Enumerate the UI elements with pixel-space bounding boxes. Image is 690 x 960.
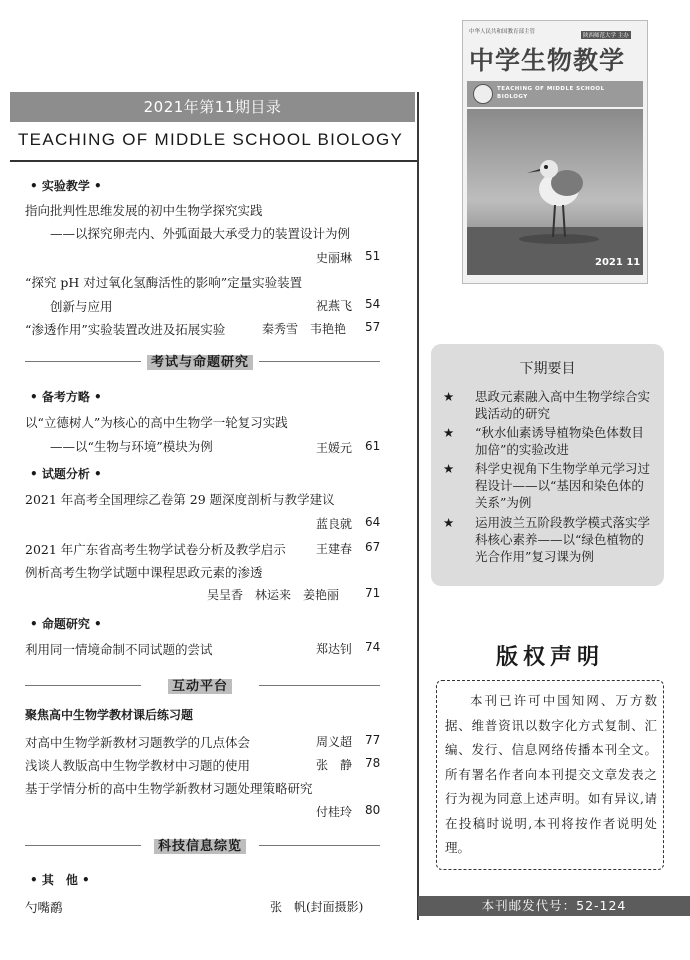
article-page: 54 <box>365 297 381 311</box>
section-heading: • 实验教学 • <box>30 179 102 193</box>
star-icon: ★ <box>443 515 455 530</box>
article-title[interactable]: 以“立德树人”为核心的高中生物学一轮复习实践 <box>25 415 288 430</box>
copyright-title: 版权声明 <box>495 645 604 670</box>
star-icon: ★ <box>443 425 455 440</box>
article-author: 祝燕飞 <box>316 299 353 313</box>
section-banner <box>25 838 380 852</box>
toc-subtitle: TEACHING OF MIDDLE SCHOOL BIOLOGY <box>18 130 404 149</box>
section-banner <box>25 678 380 692</box>
article-title[interactable]: 浅谈人教版高中生物学教材中习题的使用 <box>25 758 251 773</box>
postal-code-bar: 本刊邮发代号：52-124 <box>418 896 690 916</box>
article-author: 付桂玲 <box>316 805 353 819</box>
article-page: 67 <box>365 540 381 554</box>
cover-title: 中学生物教学 <box>469 46 626 75</box>
article-author: 史丽琳 <box>316 251 353 265</box>
article-page: 80 <box>365 803 381 817</box>
article-title[interactable]: 利用同一情境命制不同试题的尝试 <box>25 642 213 657</box>
article-author: 秦秀雪 韦艳艳 <box>262 322 347 336</box>
article-title[interactable]: 例析高考生物学试题中课程思政元素的渗透 <box>25 565 263 580</box>
article-page: 61 <box>365 439 381 453</box>
article-title[interactable]: 指向批判性思维发展的初中生物学探究实践 <box>25 203 263 218</box>
article-page: 78 <box>365 756 381 770</box>
banner-label: 互动平台 <box>168 679 232 694</box>
emblem-icon <box>473 84 493 104</box>
cover-issue: 2021 11 <box>595 257 641 268</box>
article-title[interactable]: “渗透作用”实验装置改进及拓展实验 <box>25 322 226 337</box>
section-heading: • 备考方略 • <box>30 390 102 404</box>
article-title[interactable]: 勺嘴鹬 <box>25 900 63 915</box>
article-page: 77 <box>365 733 381 747</box>
cover-english: TEACHING OF MIDDLE SCHOOL BIOLOGY <box>497 86 605 100</box>
article-subtitle: ——以探究卵壳内、外弧面最大承受力的装置设计为例 <box>50 226 351 241</box>
shorebird-photo <box>467 109 643 275</box>
article-page: 57 <box>365 320 381 334</box>
article-author: 张 帆(封面摄影) <box>270 900 364 914</box>
article-subtitle: 创新与应用 <box>50 299 113 314</box>
article-page: 74 <box>365 640 381 654</box>
banner-label: 科技信息综览 <box>154 839 246 854</box>
banner-label: 考试与命题研究 <box>147 355 253 370</box>
section-heading: • 试题分析 • <box>30 467 102 481</box>
divider <box>10 160 418 162</box>
column-divider <box>417 92 419 920</box>
group-title: 聚焦高中生物学教材课后练习题 <box>25 708 194 722</box>
article-author: 王建春 <box>316 542 353 556</box>
article-page: 64 <box>365 515 381 529</box>
article-author: 张 静 <box>316 758 353 772</box>
star-icon: ★ <box>443 461 455 476</box>
next-issue-title: 下期要目 <box>519 361 576 377</box>
cover-publisher: 中华人民共和国教育部主管 <box>469 29 536 35</box>
magazine-cover <box>462 20 648 284</box>
article-page: 51 <box>365 249 381 263</box>
section-banner <box>25 354 380 368</box>
article-title[interactable]: 对高中生物学新教材习题教学的几点体会 <box>25 735 251 750</box>
article-title[interactable]: “探究 pH 对过氧化氢酶活性的影响”定量实验装置 <box>25 275 303 290</box>
section-heading: • 其 他 • <box>30 873 90 887</box>
toc-header: 2021年第11期目录 <box>10 92 415 122</box>
article-title[interactable]: 2021 年广东省高考生物学试卷分析及教学启示 <box>25 542 286 557</box>
next-issue-panel: 下期要目 ★ 思政元素融入高中生物学综合实践活动的研究 ★ “秋水仙素诱导植物染色体数目加倍”的实验改进 ★ 科学史视角下生物学单元学习过程设计——以“基因和染色体的关系”为例 ★ 运用波兰五阶段教学模式落实学科核心素养——以“绿色植物的光合作用”复习课为例 <box>431 344 664 586</box>
cover-sponsor: 陕西师范大学 主办 <box>583 33 629 39</box>
copyright-box <box>436 680 664 870</box>
star-icon: ★ <box>443 389 455 404</box>
article-author: 郑达钊 <box>316 642 353 656</box>
article-author: 吴呈香 林运来 姜艳丽 <box>207 588 340 602</box>
article-author: 王媛元 <box>316 441 353 455</box>
article-author: 蓝良就 <box>316 517 353 531</box>
article-page: 71 <box>365 586 381 600</box>
article-author: 周义超 <box>316 735 353 749</box>
cover-band <box>467 81 643 107</box>
article-title[interactable]: 基于学情分析的高中生物学新教材习题处理策略研究 <box>25 781 313 796</box>
section-heading: • 命题研究 • <box>30 617 102 631</box>
article-title[interactable]: 2021 年高考全国理综乙卷第 29 题深度剖析与教学建议 <box>25 492 335 507</box>
article-subtitle: ——以“生物与环境”模块为例 <box>50 439 213 454</box>
copyright-text: 本刊已许可中国知网、万方数据、维普资讯以数字化方式复制、汇编、发行、信息网络传播本刊全文。所有署名作者向本刊提交文章发表之行为视为同意上述声明。如有异议,请在投稿时说明,本刊将按作者说明处理。 <box>445 693 657 855</box>
